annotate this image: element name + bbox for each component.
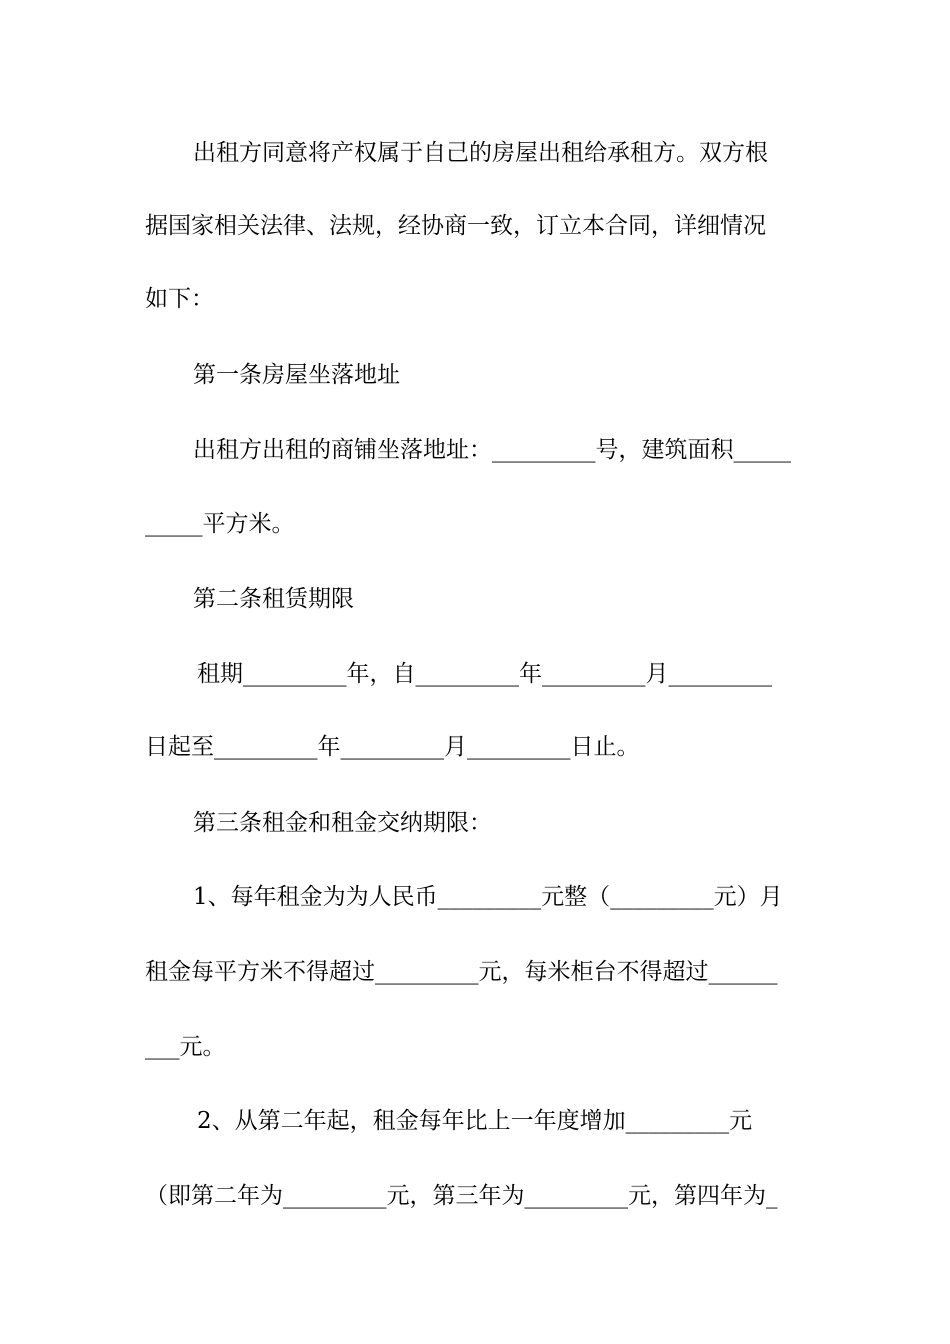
article-3-item-2-line-2: （即第二年为_________元，第三年为_________元，第四年为_ bbox=[145, 1183, 778, 1209]
article-3-item-2-line-1: 2、从第二年起，租金每年比上一年度增加_________元 bbox=[197, 1108, 753, 1134]
article-2-heading: 第二条租赁期限 bbox=[193, 586, 354, 612]
intro-paragraph-line-1: 出租方同意将产权属于自己的房屋出租给承租方。双方根 bbox=[193, 140, 768, 166]
article-3-item-1-line-3: ___元。 bbox=[145, 1034, 226, 1060]
intro-paragraph-line-3: 如下： bbox=[145, 286, 214, 312]
article-1-text-line-2: _____平方米。 bbox=[145, 511, 295, 537]
article-1-heading: 第一条房屋坐落地址 bbox=[193, 362, 400, 388]
intro-paragraph-line-2: 据国家相关法律、法规，经协商一致，订立本合同，详细情况 bbox=[145, 213, 766, 239]
article-3-item-1-line-1: 1、每年租金为为人民币_________元整（_________元）月 bbox=[193, 884, 783, 910]
article-2-text-line-1: 租期_________年，自_________年_________月_________ bbox=[197, 661, 772, 687]
article-3-item-1-line-2: 租金每平方米不得超过_________元，每米柜台不得超过______ bbox=[145, 959, 778, 985]
article-3-heading: 第三条租金和租金交纳期限： bbox=[193, 810, 492, 836]
article-2-text-line-2: 日起至_________年_________月_________日止。 bbox=[145, 734, 640, 760]
article-1-text-line-1: 出租方出租的商铺坐落地址：_________号，建筑面积_____ bbox=[193, 437, 791, 463]
